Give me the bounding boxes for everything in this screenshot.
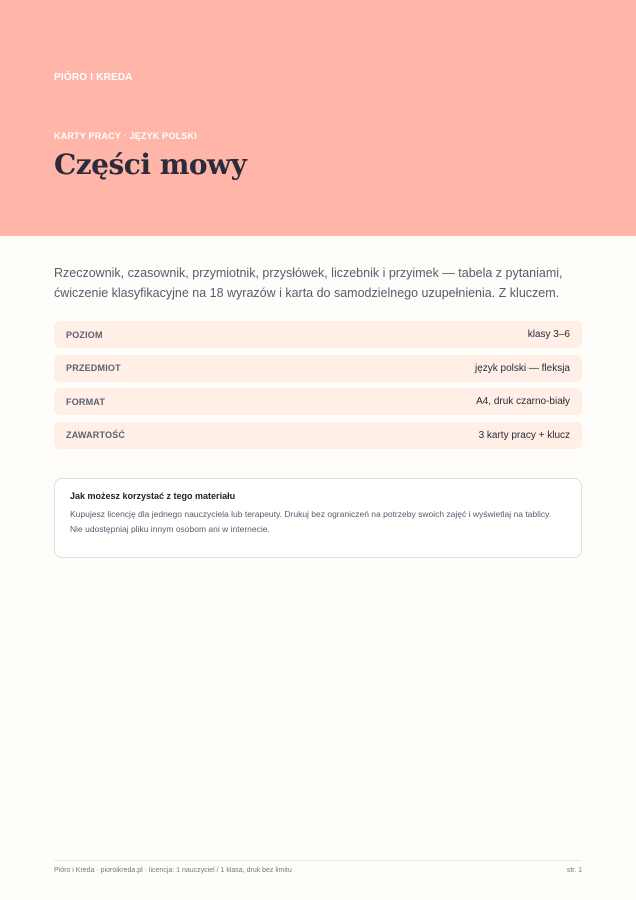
meta-row-subject	[54, 355, 582, 382]
meta-value: A4, druk czarno-biały	[476, 396, 570, 407]
license-title: Jak możesz korzystać z tego materiału	[70, 491, 236, 501]
meta-list	[54, 321, 582, 455]
meta-value: klasy 3–6	[527, 329, 570, 340]
brand-name: PIÓRO I KREDA	[54, 72, 133, 83]
lead-description: Rzeczownik, czasownik, przymiotnik, przysłówek, liczebnik i przyimek — tabela z pytaniami, ćwiczenie klasyfikacyjne na 18 wyrazów i karta do samodzielnego uzupełnienia. Z kluczem.	[54, 266, 563, 300]
license-text: Kupujesz licencję dla jednego nauczyciela lub terapeuty. Drukuj bez ograniczeń na potrzeby swoich zajęć i wyświetlaj na tablicy. Nie udostępniaj pliku innym osobom ani w internecie.	[70, 509, 552, 534]
page-title: Części mowy	[54, 148, 247, 181]
license-box	[54, 478, 582, 558]
page-footer	[54, 860, 582, 874]
meta-key: ZAWARTOŚĆ	[66, 430, 126, 440]
footer-info: Pióro i Kreda · pioroikreda.pl · licencja: 1 nauczyciel / 1 klasa, druk bez limitu	[54, 867, 292, 874]
meta-key: PRZEDMIOT	[66, 363, 121, 373]
meta-key: FORMAT	[66, 396, 106, 407]
meta-row-level	[54, 321, 582, 348]
category-kicker: KARTY PRACY · JĘZYK POLSKI	[54, 131, 197, 141]
meta-value: język polski — fleksja	[474, 362, 570, 374]
meta-key: POZIOM	[66, 329, 103, 340]
meta-row-contents	[54, 422, 582, 449]
meta-row-format	[54, 388, 582, 415]
page-number: str. 1	[566, 867, 582, 874]
header-banner	[0, 0, 636, 236]
meta-value: 3 karty pracy + klucz	[478, 429, 570, 441]
